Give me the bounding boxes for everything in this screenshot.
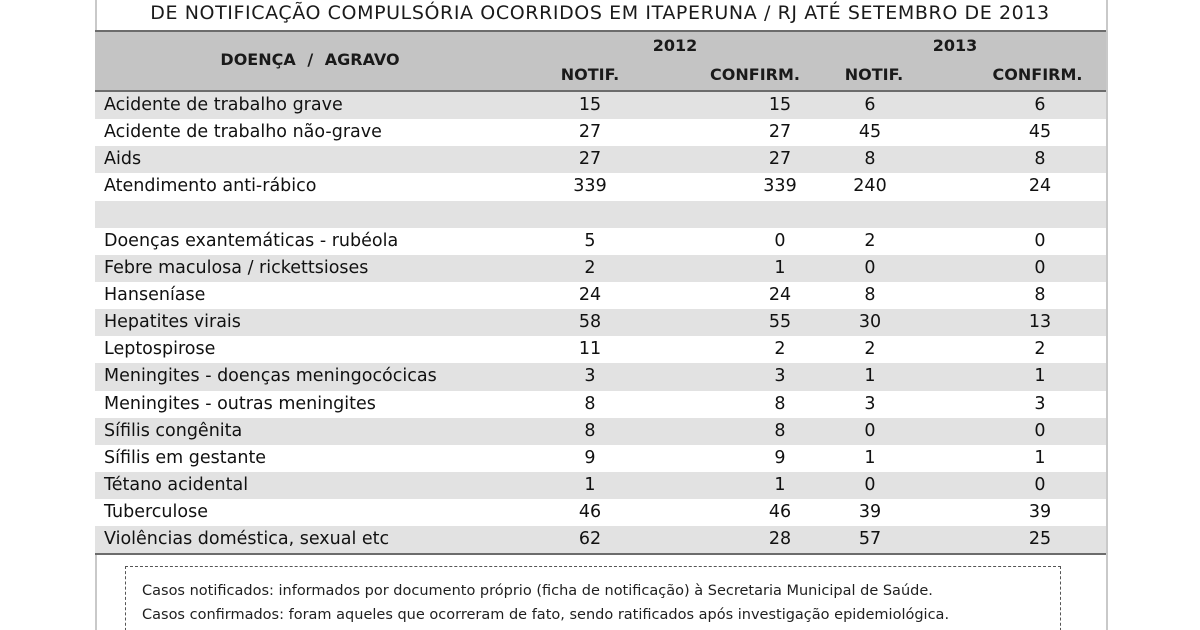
note-confirmed: Casos confirmados: foram aqueles que ocorreram de fato, sendo ratificados após investigação epidemiológica.: [142, 607, 950, 623]
notes-box: [125, 566, 1061, 630]
notif-2013: 6: [864, 95, 876, 115]
notif-2013: 1: [864, 447, 876, 468]
confirm-2012: 1: [774, 474, 786, 495]
disease-label: Acidente de trabalho não-grave: [104, 122, 382, 143]
notif-2013: 45: [858, 122, 882, 143]
confirm-2013: 1: [1034, 447, 1046, 468]
notif-2012: 62: [578, 529, 602, 550]
table-row: [95, 309, 1106, 336]
table-body: [95, 92, 1106, 553]
notif-2012: 27: [578, 149, 602, 170]
confirm-2013: 6: [1034, 95, 1046, 115]
notif-2012: 27: [578, 122, 602, 143]
notif-2012: 58: [578, 312, 602, 333]
header-notif-2012: NOTIF.: [560, 65, 620, 84]
notif-2012: 15: [578, 95, 602, 115]
confirm-2012: 27: [768, 122, 792, 143]
notif-2013: 57: [858, 529, 882, 550]
table-row: [95, 201, 1106, 228]
table-row: [95, 526, 1106, 553]
notif-2012: 5: [584, 230, 596, 251]
confirm-2013: 0: [1034, 257, 1046, 278]
disease-label: Sífilis congênita: [104, 420, 243, 441]
notif-2012: 8: [584, 393, 596, 414]
confirm-2013: 45: [1028, 122, 1052, 143]
confirm-2012: 8: [774, 420, 786, 441]
disease-label: Meningites - doenças meningocócicas: [104, 366, 437, 387]
disease-label: Leptospirose: [104, 339, 216, 360]
disease-label: Sífilis em gestante: [104, 447, 267, 468]
disease-label: Tétano acidental: [104, 474, 249, 495]
notif-2012: 9: [584, 447, 596, 468]
notif-2013: 30: [858, 312, 882, 333]
table-bottom-rule: [95, 553, 1106, 555]
confirm-2013: 1: [1034, 366, 1046, 387]
header-confirm-2012: CONFIRM.: [710, 65, 800, 84]
confirm-2013: 2: [1034, 339, 1046, 360]
notification-table: [95, 30, 1106, 555]
confirm-2012: 28: [768, 529, 792, 550]
notif-2012: 339: [573, 176, 607, 197]
table-row: [95, 391, 1106, 418]
confirm-2012: 1: [774, 257, 786, 278]
notif-2012: 8: [584, 420, 596, 441]
note-notified: Casos notificados: informados por documento próprio (ficha de notificação) à Secretaria Municipal de Saúde.: [142, 583, 933, 599]
confirm-2012: 9: [774, 447, 786, 468]
confirm-2013: 39: [1028, 502, 1052, 523]
confirm-2012: 2: [774, 339, 786, 360]
disease-label: Hepatites virais: [104, 312, 241, 333]
table-row: [95, 472, 1106, 499]
confirm-2012: 24: [768, 284, 792, 305]
notif-2013: 8: [864, 284, 876, 305]
confirm-2013: 0: [1034, 230, 1046, 251]
confirm-2013: 0: [1034, 420, 1046, 441]
notif-2012: 24: [578, 284, 602, 305]
table-header: [95, 30, 1106, 92]
table-row: [95, 92, 1106, 119]
header-year-2012: 2012: [652, 36, 698, 55]
notif-2013: 2: [864, 230, 876, 251]
notif-2012: 1: [584, 474, 596, 495]
confirm-2012: 3: [774, 366, 786, 387]
table-row: [95, 255, 1106, 282]
page-border-right: [1106, 0, 1108, 630]
confirm-2013: 0: [1034, 474, 1046, 495]
table-row: [95, 336, 1106, 363]
notif-2013: 3: [864, 393, 876, 414]
notif-2013: 8: [864, 149, 876, 170]
confirm-2013: 3: [1034, 393, 1046, 414]
confirm-2012: 0: [774, 230, 786, 251]
confirm-2012: 55: [768, 312, 792, 333]
confirm-2012: 46: [768, 502, 792, 523]
notif-2012: 46: [578, 502, 602, 523]
notif-2013: 2: [864, 339, 876, 360]
disease-label: Hanseníase: [104, 284, 206, 305]
notif-2012: 11: [578, 339, 602, 360]
table-row: [95, 499, 1106, 526]
disease-label: Aids: [104, 149, 142, 170]
header-notif-2013: NOTIF.: [844, 65, 904, 84]
table-row: [95, 173, 1106, 200]
notif-2013: 1: [864, 366, 876, 387]
table-row: [95, 418, 1106, 445]
confirm-2012: 15: [768, 95, 792, 115]
table-row: [95, 363, 1106, 390]
confirm-2012: 8: [774, 393, 786, 414]
notif-2012: 3: [584, 366, 596, 387]
table-row: [95, 445, 1106, 472]
notif-2013: 0: [864, 257, 876, 278]
disease-label: Febre maculosa / rickettsioses: [104, 257, 369, 278]
confirm-2012: 339: [763, 176, 797, 197]
confirm-2013: 8: [1034, 149, 1046, 170]
confirm-2013: 8: [1034, 284, 1046, 305]
disease-label: Violências doméstica, sexual etc: [104, 529, 390, 550]
disease-label: Acidente de trabalho grave: [104, 95, 343, 115]
disease-label: Meningites - outras meningites: [104, 393, 376, 414]
notif-2013: 0: [864, 420, 876, 441]
table-row: [95, 282, 1106, 309]
header-disease: DOENÇA / AGRAVO: [220, 50, 400, 69]
disease-label: Tuberculose: [104, 502, 208, 523]
notif-2013: 240: [853, 176, 887, 197]
notif-2012: 2: [584, 257, 596, 278]
confirm-2012: 27: [768, 149, 792, 170]
table-title: DE NOTIFICAÇÃO COMPULSÓRIA OCORRIDOS EM ITAPERUNA / RJ ATÉ SETEMBRO DE 2013: [150, 2, 1050, 24]
disease-label: Doenças exantemáticas - rubéola: [104, 230, 399, 251]
disease-label: Atendimento anti-rábico: [104, 176, 317, 197]
table-row: [95, 119, 1106, 146]
notif-2013: 39: [858, 502, 882, 523]
table-row: [95, 146, 1106, 173]
table-row: [95, 228, 1106, 255]
confirm-2013: 24: [1028, 176, 1052, 197]
header-year-2013: 2013: [932, 36, 978, 55]
confirm-2013: 13: [1028, 312, 1052, 333]
confirm-2013: 25: [1028, 529, 1052, 550]
notif-2013: 0: [864, 474, 876, 495]
header-confirm-2013: CONFIRM.: [992, 65, 1083, 84]
